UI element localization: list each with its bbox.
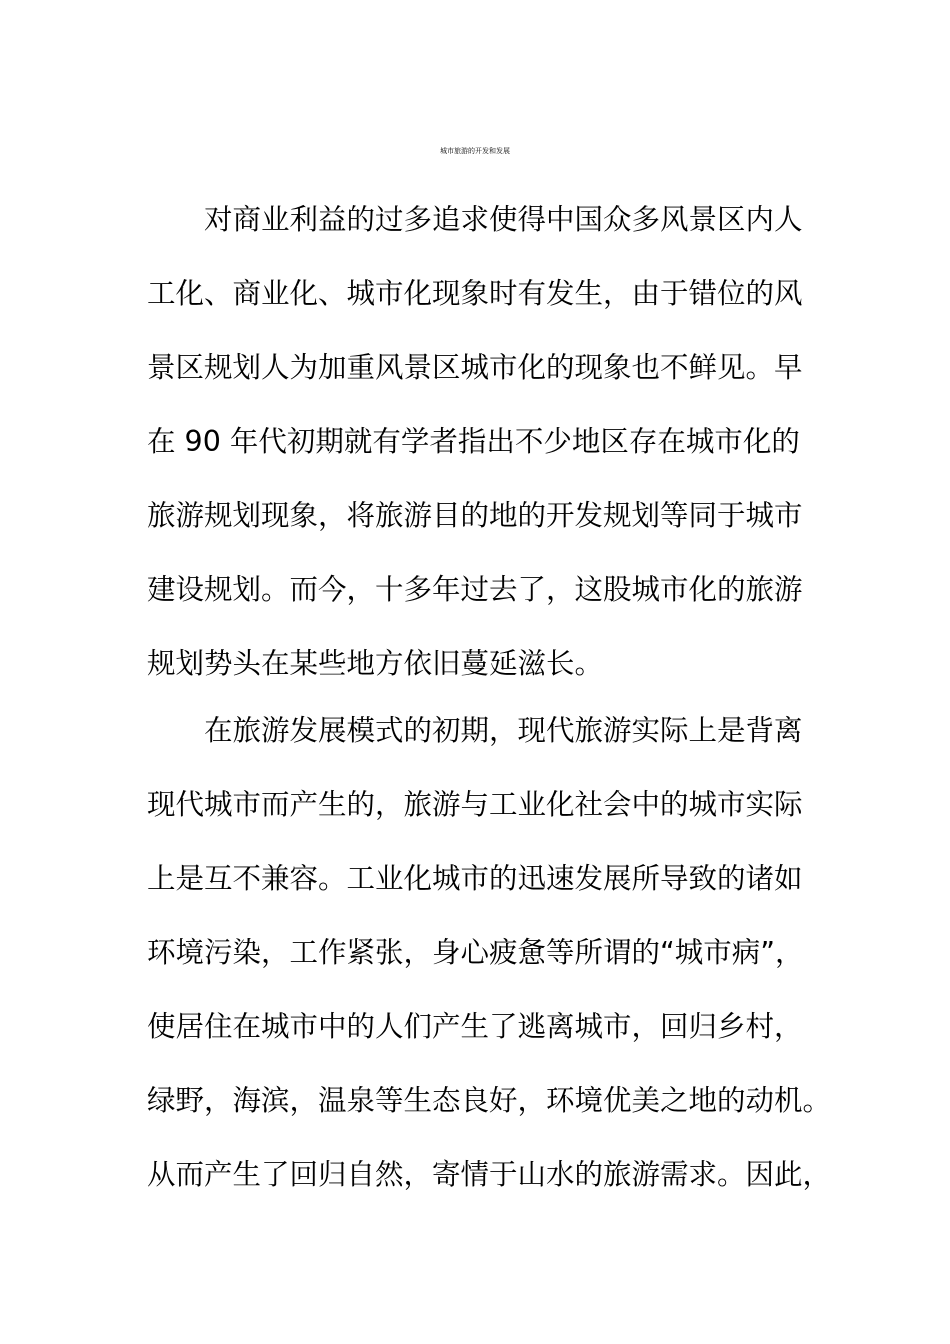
paragraph-2-line-2: 现代城市而产生的，旅游与工业化社会中的城市实际	[147, 788, 803, 821]
paragraph-1-line-6: 建设规划。而今，十多年过去了，这股城市化的旅游	[147, 573, 803, 606]
paragraph-1-line-4: 在 90 年代初期就有学者指出不少地区存在城市化的	[147, 425, 800, 458]
paragraph-1-line-7: 规划势头在某些地方依旧蔓延滋长。	[147, 647, 604, 680]
paragraph-2-line-6: 绿野，海滨，温泉等生态良好，环境优美之地的动机。	[147, 1084, 832, 1117]
document-title: 城市旅游的开发和发展	[440, 147, 510, 155]
paragraph-2-line-7: 从而产生了回归自然，寄情于山水的旅游需求。因此，	[147, 1158, 832, 1191]
paragraph-1-line-3: 景区规划人为加重风景区城市化的现象也不鲜见。早	[147, 351, 803, 384]
paragraph-1-line-2: 工化、商业化、城市化现象时有发生，由于错位的风	[147, 277, 803, 310]
paragraph-1-line-5: 旅游规划现象，将旅游目的地的开发规划等同于城市	[147, 499, 803, 532]
paragraph-1-line-1: 对商业利益的过多追求使得中国众多风景区内人	[204, 203, 803, 236]
paragraph-2-line-4: 环境污染，工作紧张，身心疲惫等所谓的“城市病”，	[147, 936, 804, 969]
paragraph-2-line-3: 上是互不兼容。工业化城市的迅速发展所导致的诸如	[147, 862, 803, 895]
paragraph-2-line-5: 使居住在城市中的人们产生了逃离城市，回归乡村，	[147, 1010, 803, 1043]
paragraph-2-line-1: 在旅游发展模式的初期，现代旅游实际上是背离	[204, 714, 803, 747]
